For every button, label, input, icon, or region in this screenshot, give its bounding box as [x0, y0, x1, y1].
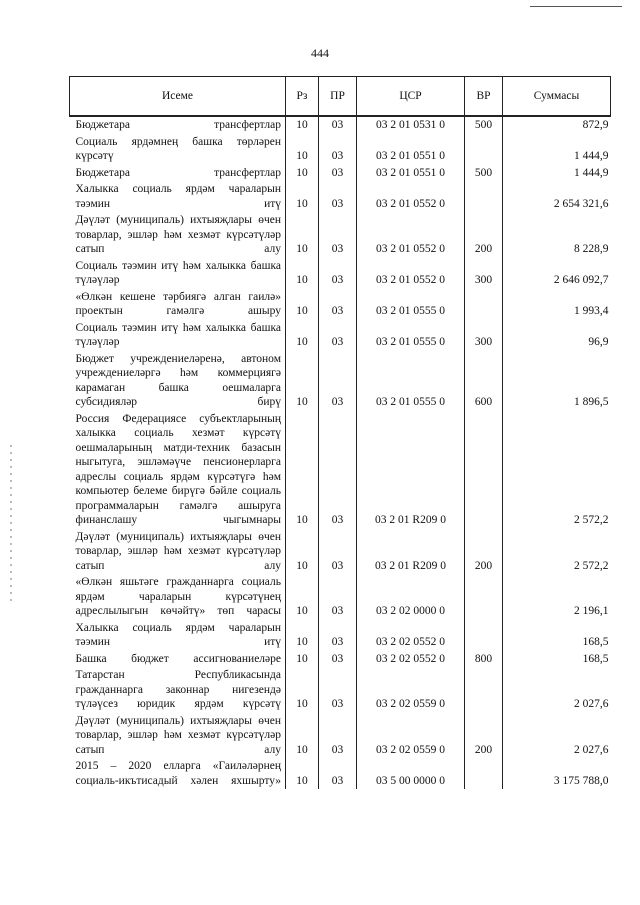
- cell-vr: [465, 574, 503, 620]
- cell-rz: 10: [286, 411, 319, 529]
- table-row: [70, 181, 611, 212]
- cell-pr: 03: [319, 758, 357, 789]
- cell-vr: [465, 411, 503, 529]
- cell-pr: 03: [319, 713, 357, 759]
- table-row: [70, 320, 611, 351]
- table-header-row: [70, 77, 611, 117]
- cell-sum: 168,5: [503, 620, 611, 651]
- cell-csr: 03 2 01 R209 0: [357, 411, 465, 529]
- cell-pr: 03: [319, 574, 357, 620]
- cell-pr: 03: [319, 165, 357, 182]
- cell-rz: 10: [286, 181, 319, 212]
- table-row: [70, 134, 611, 165]
- table-row: [70, 411, 611, 529]
- table-row: [70, 258, 611, 289]
- cell-vr: [465, 758, 503, 789]
- cell-vr: 500: [465, 116, 503, 134]
- cell-sum: 2 572,2: [503, 411, 611, 529]
- cell-name: Халыкка социаль ярдәм чараларын тәэмин итү: [75, 621, 281, 648]
- cell-name: Россия Федерациясе субъектларының халыкка социаль хезмәт күрсәтү оешмаларының матди-техник базасын ныгытуга, эшләмәүче пенсионерларга адреслы социаль ярдәм күрсәтүгә һәм компьютер белеме бирүгә бәйле социаль программаларын гамәлгә ашыруга финанслашу чыгымнары: [75, 412, 281, 526]
- cell-name: «Өлкән кешене тәрбиягә алган гаилә» проектын гамәлгә ашыру: [75, 290, 281, 317]
- cell-rz: 10: [286, 667, 319, 713]
- cell-vr: 200: [465, 713, 503, 759]
- cell-sum: 1 444,9: [503, 165, 611, 182]
- cell-csr: 03 2 01 0555 0: [357, 289, 465, 320]
- cell-csr: 03 2 01 0551 0: [357, 134, 465, 165]
- top-rule: [530, 6, 622, 7]
- cell-sum: 168,5: [503, 651, 611, 668]
- cell-sum: 2 027,6: [503, 667, 611, 713]
- cell-name: Дәүләт (муниципаль) ихтыяҗлары өчен товарлар, эшләр һәм хезмәт күрсәтүләр сатып алу: [75, 214, 281, 255]
- budget-table: [69, 76, 611, 789]
- cell-pr: 03: [319, 289, 357, 320]
- cell-vr: [465, 620, 503, 651]
- table-body: [70, 116, 611, 789]
- cell-vr: 500: [465, 165, 503, 182]
- table-row: [70, 620, 611, 651]
- cell-pr: 03: [319, 620, 357, 651]
- cell-sum: 2 027,6: [503, 713, 611, 759]
- cell-rz: 10: [286, 574, 319, 620]
- margin-mark: [10, 445, 12, 605]
- cell-name: Социаль ярдәмнең башка төрләрен күрсәтү: [75, 135, 281, 162]
- cell-rz: 10: [286, 529, 319, 575]
- cell-csr: 03 2 01 R209 0: [357, 529, 465, 575]
- cell-csr: 03 2 02 0559 0: [357, 667, 465, 713]
- table-row: [70, 667, 611, 713]
- cell-sum: 2 646 092,7: [503, 258, 611, 289]
- cell-name: Социаль тәэмин итү һәм халыкка башка түләүләр: [75, 321, 281, 348]
- cell-name: Дәүләт (муниципаль) ихтыяҗлары өчен товарлар, эшләр һәм хезмәт күрсәтүләр сатып алу: [75, 714, 281, 756]
- cell-sum: 2 196,1: [503, 574, 611, 620]
- cell-pr: 03: [319, 212, 357, 258]
- cell-rz: 10: [286, 212, 319, 258]
- cell-csr: 03 5 00 0000 0: [357, 758, 465, 789]
- header-vr: ВР: [465, 77, 503, 117]
- table-row: [70, 212, 611, 258]
- budget-table-container: [69, 76, 610, 789]
- cell-rz: 10: [286, 134, 319, 165]
- cell-name: «Өлкән яшьтәге гражданнарга социаль ярдәм чараларын күрсәтүнең адреслылыгын көчәйтү» төп чарасы: [75, 576, 281, 617]
- cell-csr: 03 2 01 0552 0: [357, 212, 465, 258]
- cell-csr: 03 2 01 0555 0: [357, 351, 465, 411]
- header-name: Исеме: [70, 77, 286, 117]
- header-csr: ЦСР: [357, 77, 465, 117]
- cell-name: Социаль тәэмин итү һәм халыкка башка түләүләр: [75, 259, 281, 286]
- cell-sum: 1 993,4: [503, 289, 611, 320]
- cell-sum: 8 228,9: [503, 212, 611, 258]
- table-row: [70, 165, 611, 182]
- cell-vr: [465, 134, 503, 165]
- table-row: [70, 289, 611, 320]
- cell-sum: 872,9: [503, 116, 611, 134]
- cell-rz: 10: [286, 351, 319, 411]
- header-pr: ПР: [319, 77, 357, 117]
- cell-rz: 10: [286, 258, 319, 289]
- cell-csr: 03 2 01 0552 0: [357, 258, 465, 289]
- table-row: [70, 116, 611, 134]
- cell-rz: 10: [286, 651, 319, 668]
- table-row: [70, 529, 611, 575]
- cell-name: Бюджетара трансфертлар: [75, 166, 281, 179]
- table-row: [70, 574, 611, 620]
- cell-name: Бюджет учреждениеләренә, автоном учреждениеләргә һәм коммерциягә карамаган башка оешмаларга субсидияләр бирү: [75, 352, 281, 408]
- cell-sum: 2 572,2: [503, 529, 611, 575]
- cell-rz: 10: [286, 758, 319, 789]
- cell-name: Татарстан Республикасында гражданнарга законнар нигезендә түләүсез юридик ярдәм күрсәтү: [75, 669, 281, 710]
- cell-sum: 96,9: [503, 320, 611, 351]
- cell-csr: 03 2 02 0000 0: [357, 574, 465, 620]
- cell-csr: 03 2 02 0552 0: [357, 620, 465, 651]
- cell-vr: 800: [465, 651, 503, 668]
- cell-name: Башка бюджет ассигнованиеләре: [75, 652, 281, 665]
- cell-rz: 10: [286, 620, 319, 651]
- cell-csr: 03 2 01 0555 0: [357, 320, 465, 351]
- table-row: [70, 651, 611, 668]
- cell-vr: 200: [465, 529, 503, 575]
- cell-rz: 10: [286, 165, 319, 182]
- cell-csr: 03 2 02 0552 0: [357, 651, 465, 668]
- cell-csr: 03 2 01 0531 0: [357, 116, 465, 134]
- page-number: 444: [311, 46, 329, 60]
- cell-pr: 03: [319, 651, 357, 668]
- cell-csr: 03 2 01 0552 0: [357, 181, 465, 212]
- cell-name: 2015 – 2020 елларга «Гаиләләрнең социаль-икътисадый хәлен яхшырту»: [75, 760, 281, 787]
- header-rz: Рз: [286, 77, 319, 117]
- cell-sum: 1 896,5: [503, 351, 611, 411]
- table-row: [70, 713, 611, 759]
- cell-vr: 200: [465, 212, 503, 258]
- cell-rz: 10: [286, 116, 319, 134]
- cell-pr: 03: [319, 134, 357, 165]
- cell-sum: 1 444,9: [503, 134, 611, 165]
- cell-pr: 03: [319, 116, 357, 134]
- cell-vr: [465, 289, 503, 320]
- cell-pr: 03: [319, 258, 357, 289]
- cell-vr: 300: [465, 320, 503, 351]
- cell-vr: [465, 181, 503, 212]
- cell-csr: 03 2 02 0559 0: [357, 713, 465, 759]
- cell-pr: 03: [319, 181, 357, 212]
- cell-sum: 3 175 788,0: [503, 758, 611, 789]
- cell-vr: 300: [465, 258, 503, 289]
- cell-pr: 03: [319, 667, 357, 713]
- cell-pr: 03: [319, 320, 357, 351]
- cell-vr: 600: [465, 351, 503, 411]
- cell-csr: 03 2 01 0551 0: [357, 165, 465, 182]
- cell-pr: 03: [319, 411, 357, 529]
- cell-vr: [465, 667, 503, 713]
- cell-rz: 10: [286, 320, 319, 351]
- header-sum: Суммасы: [503, 77, 611, 117]
- cell-name: Бюджетара трансфертлар: [75, 119, 281, 131]
- cell-rz: 10: [286, 713, 319, 759]
- table-row: [70, 351, 611, 411]
- cell-rz: 10: [286, 289, 319, 320]
- table-row: [70, 758, 611, 789]
- cell-pr: 03: [319, 351, 357, 411]
- cell-name: Халыкка социаль ярдәм чараларын тәэмин итү: [75, 183, 281, 210]
- cell-sum: 2 654 321,6: [503, 181, 611, 212]
- cell-name: Дәүләт (муниципаль) ихтыяҗлары өчен товарлар, эшләр һәм хезмәт күрсәтүләр сатып алу: [75, 530, 281, 572]
- cell-pr: 03: [319, 529, 357, 575]
